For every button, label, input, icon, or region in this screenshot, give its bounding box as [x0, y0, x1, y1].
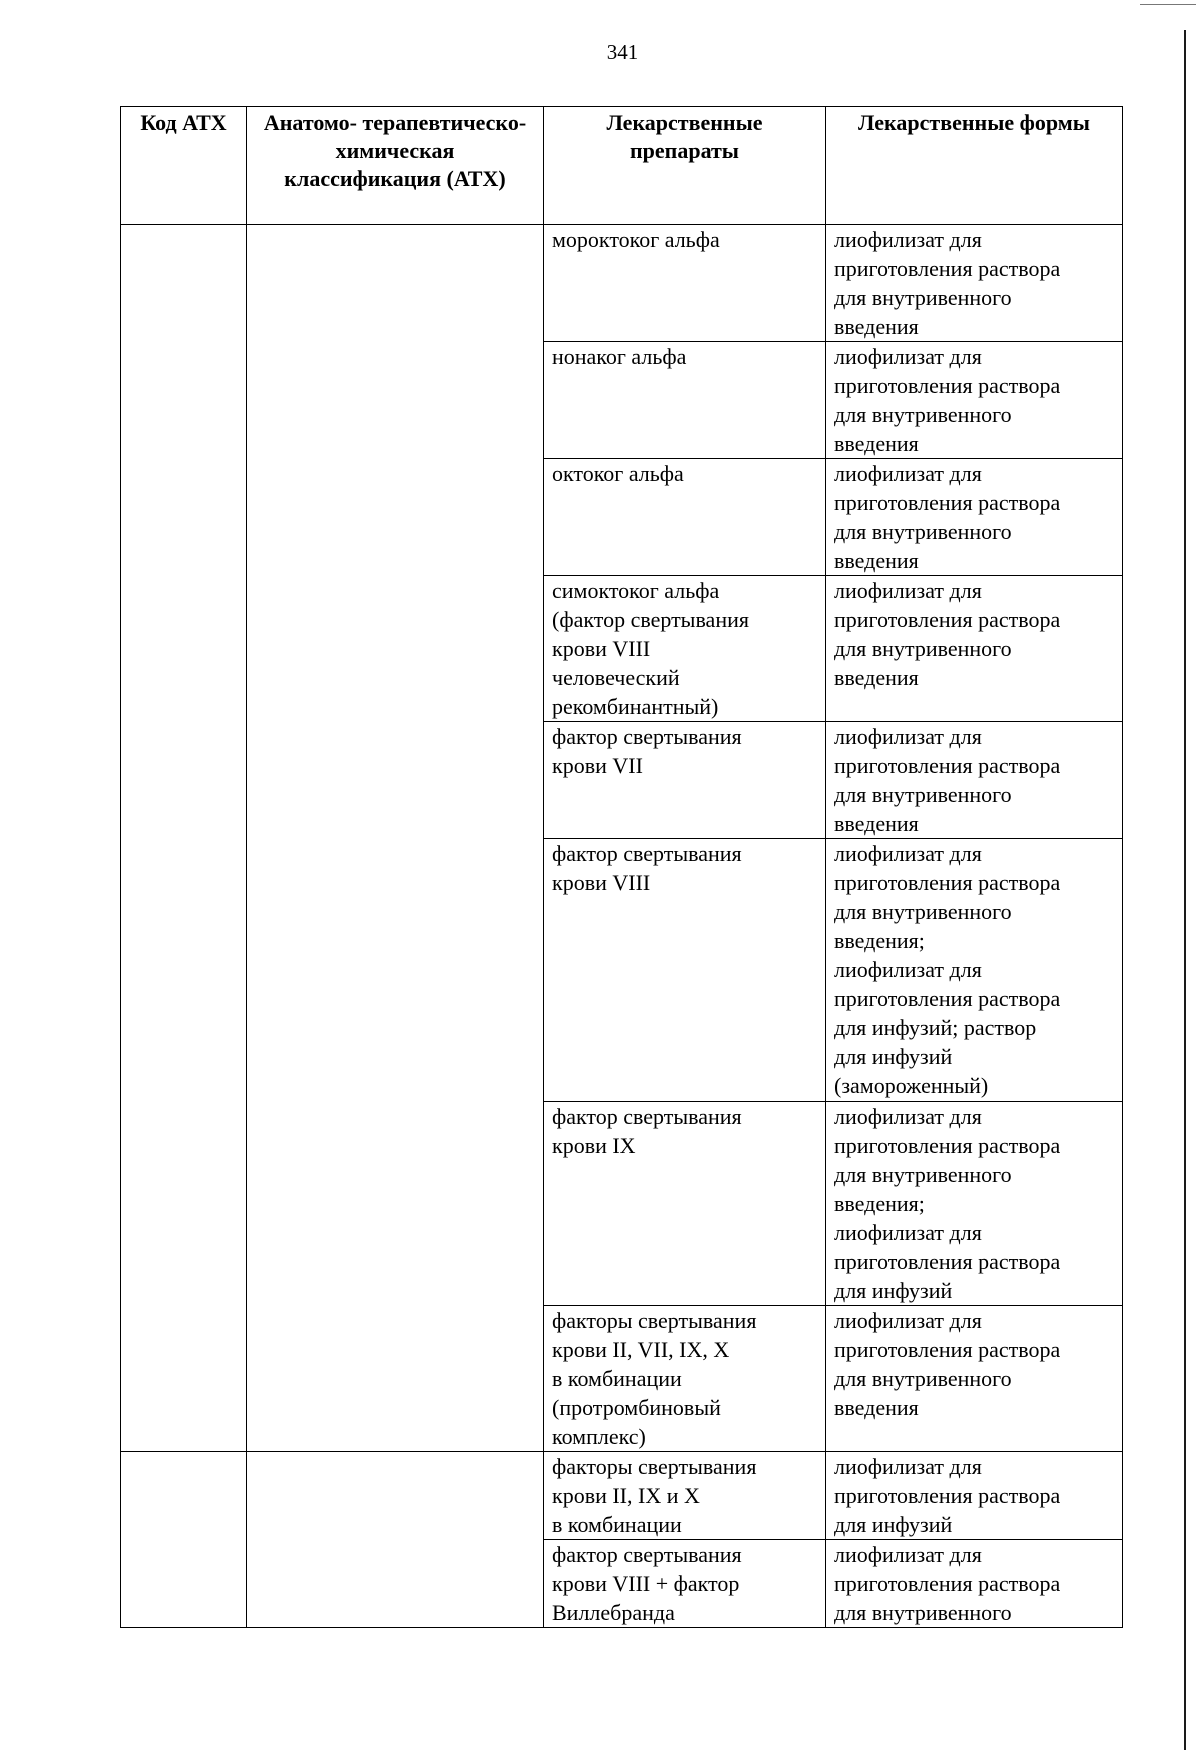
header-drugs: Лекарственные препараты — [544, 107, 826, 225]
drug-name: фактор свертывания крови IX — [544, 1102, 826, 1306]
header-atx-code: Код АТХ — [121, 107, 247, 225]
table-header-row — [121, 107, 1123, 225]
atx-drug-table — [120, 106, 1123, 1628]
atx-code-cell — [121, 225, 247, 1452]
header-dosage-forms: Лекарственные формы — [826, 107, 1123, 225]
header-atx-classification: Анатомо- терапевтическо- химическая классификация (АТХ) — [247, 107, 544, 225]
page-number: 341 — [606, 40, 639, 64]
dosage-form: лиофилизат для приготовления раствора для внутривенного введения — [826, 459, 1123, 576]
drug-name: факторы свертывания крови II, VII, IX, X в комбинации (протромбиновый комплекс) — [544, 1306, 826, 1452]
drug-name: нонаког альфа — [544, 342, 826, 459]
drug-name: факторы свертывания крови II, IX и X в комбинации — [544, 1452, 826, 1540]
dosage-form: лиофилизат для приготовления раствора для внутривенного введения — [826, 1306, 1123, 1452]
atx-code-cell — [121, 1452, 247, 1628]
drug-name: фактор свертывания крови VIII + фактор Виллебранда — [544, 1540, 826, 1628]
atx-classification-cell — [247, 225, 544, 1452]
drug-name: фактор свертывания крови VII — [544, 722, 826, 839]
drug-name: октоког альфа — [544, 459, 826, 576]
table-row — [121, 225, 1123, 342]
dosage-form: лиофилизат для приготовления раствора для внутривенного введения — [826, 342, 1123, 459]
dosage-form: лиофилизат для приготовления раствора для внутривенного введения; лиофилизат для приготовления раствора для инфузий; раствор для инфузий (замороженный) — [826, 839, 1123, 1102]
dosage-form: лиофилизат для приготовления раствора для внутривенного введения — [826, 576, 1123, 722]
table-row — [121, 1452, 1123, 1540]
dosage-form: лиофилизат для приготовления раствора для инфузий — [826, 1452, 1123, 1540]
dosage-form: лиофилизат для приготовления раствора для внутривенного введения; лиофилизат для приготовления раствора для инфузий — [826, 1102, 1123, 1306]
dosage-form: лиофилизат для приготовления раствора для внутривенного — [826, 1540, 1123, 1628]
drug-name: мороктоког альфа — [544, 225, 826, 342]
scan-edge-right — [1184, 30, 1186, 1750]
dosage-form: лиофилизат для приготовления раствора для внутривенного введения — [826, 225, 1123, 342]
dosage-form: лиофилизат для приготовления раствора для внутривенного введения — [826, 722, 1123, 839]
atx-classification-cell — [247, 1452, 544, 1628]
scan-edge-top — [1140, 4, 1196, 5]
drug-name: фактор свертывания крови VIII — [544, 839, 826, 1102]
drug-name: симоктоког альфа (фактор свертывания крови VIII человеческий рекомбинантный) — [544, 576, 826, 722]
